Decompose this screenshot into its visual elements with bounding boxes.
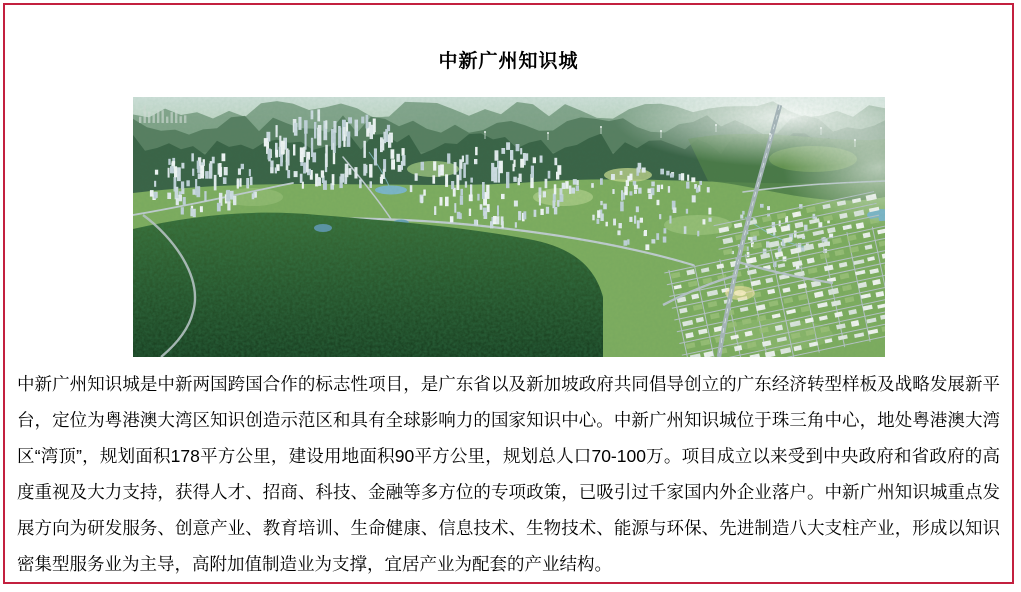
page-frame <box>3 3 1014 584</box>
knowledge-city-birdview-illustration <box>133 97 885 357</box>
article-paragraph: 中新广州知识城是中新两国跨国合作的标志性项目，是广东省以及新加坡政府共同倡导创立的广东经济转型样板及战略发展新平台，定位为粤港澳大湾区知识创造示范区和具有全球影响力的国家知识中心。中新广州知识城位于珠三角中心，地处粤港澳大湾区“湾顶”，规划面积178平方公里，建设用地面积90平方公里，规划总人口70-100万。项目成立以来受到中央政府和省政府的高度重视及大力支持，获得人才、招商、科技、金融等多方位的专项政策，已吸引过千家国内外企业落户。中新广州知识城重点发展方向为研发服务、创意产业、教育培训、生命健康、信息技术、生物技术、能源与环保、先进制造八大支柱产业，形成以知识密集型服务业为主导，高附加值制造业为支撑，宜居产业为配套的产业结构。 <box>17 374 1000 574</box>
article-title: 中新广州知识城 <box>438 51 579 72</box>
aerial-rendering-image <box>133 97 885 357</box>
